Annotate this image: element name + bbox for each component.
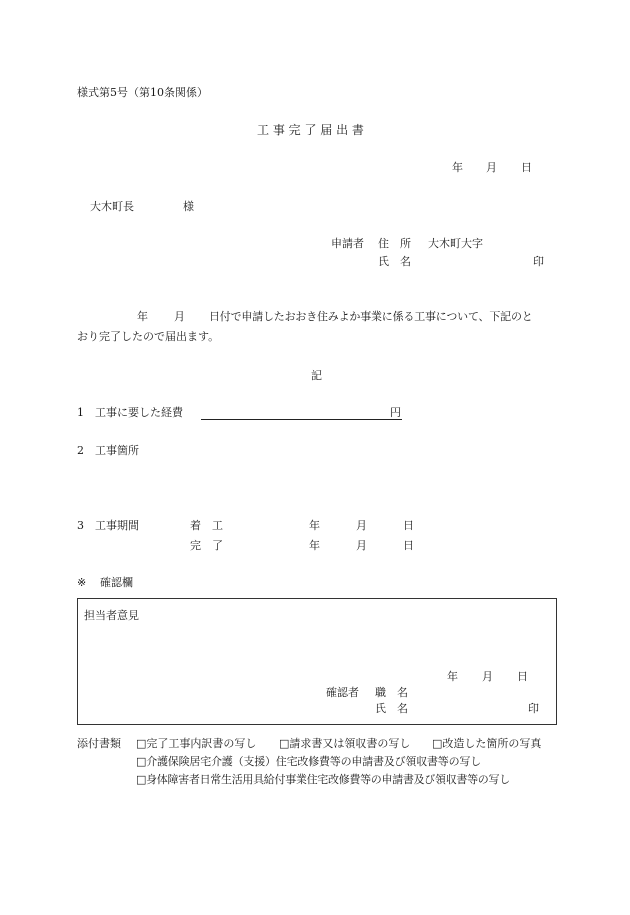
attachment-item-2[interactable]: □請求書又は領収書の写し [279, 737, 411, 750]
item-cost-unit: 円 [390, 406, 401, 419]
form-id: 様式第5号（第10条関係） [77, 86, 208, 99]
period-end-label: 完 了 [190, 539, 223, 552]
attachments-label: 添付書類 [77, 737, 121, 750]
body-month-label: 月 [174, 310, 185, 323]
attachment-item-3[interactable]: □改造した箇所の写真 [432, 737, 542, 750]
period-start-day: 日 [403, 519, 414, 532]
item-period-number: 3 [77, 519, 84, 532]
confirmer-label: 確認者 [326, 686, 359, 699]
addressee-honorific: 様 [183, 200, 194, 213]
confirmation-heading: 確認欄 [100, 576, 133, 589]
period-start-label: 着 工 [190, 519, 223, 532]
confirm-year-label: 年 [447, 670, 458, 683]
item-location-label: 工事箇所 [95, 444, 139, 457]
confirmer-title-label: 職 名 [375, 686, 408, 699]
cost-underline[interactable] [201, 419, 402, 420]
period-start-month: 月 [356, 519, 367, 532]
opinion-label: 担当者意見 [84, 609, 139, 622]
confirmer-seal: 印 [528, 702, 539, 715]
attachment-item-5[interactable]: □身体障害者日常生活用具給付事業住宅改修費等の申請書及び領収書等の写し [136, 773, 510, 786]
addressee-name: 大木町長 [90, 200, 134, 213]
ki-heading: 記 [311, 369, 322, 382]
date-day-label: 日 [521, 161, 532, 174]
date-month-label: 月 [486, 161, 497, 174]
item-cost-number: 1 [77, 406, 84, 419]
item-period-label: 工事期間 [95, 519, 139, 532]
date-year-label: 年 [452, 161, 463, 174]
body-text-line1: 日付で申請したおおき住みよか事業に係る工事について、下記のと [209, 310, 533, 323]
period-end-month: 月 [356, 539, 367, 552]
period-end-year: 年 [309, 539, 320, 552]
confirmation-box [77, 598, 557, 725]
item-cost-label: 工事に要した経費 [95, 406, 183, 419]
confirmer-name-label: 氏 名 [375, 702, 408, 715]
applicant-seal: 印 [533, 255, 544, 268]
item-location-number: 2 [77, 444, 84, 457]
attachment-item-4[interactable]: □介護保険居宅介護（支援）住宅改修費等の申請書及び領収書等の写し [136, 755, 481, 768]
body-text-line2: おり完了したので届出ます。 [77, 330, 220, 343]
confirm-day-label: 日 [517, 670, 528, 683]
period-end-day: 日 [403, 539, 414, 552]
period-start-year: 年 [309, 519, 320, 532]
asterisk-mark: ※ [77, 576, 87, 589]
applicant-address-value: 大木町大字 [428, 237, 483, 250]
applicant-label: 申請者 [331, 237, 364, 250]
body-year-label: 年 [137, 310, 148, 323]
attachment-item-1[interactable]: □完了工事内訳書の写し [136, 737, 257, 750]
applicant-name-label: 氏 名 [378, 255, 411, 268]
confirm-month-label: 月 [482, 670, 493, 683]
document-title: 工 事 完 了 届 出 書 [257, 123, 364, 137]
applicant-address-label: 住 所 [378, 237, 411, 250]
